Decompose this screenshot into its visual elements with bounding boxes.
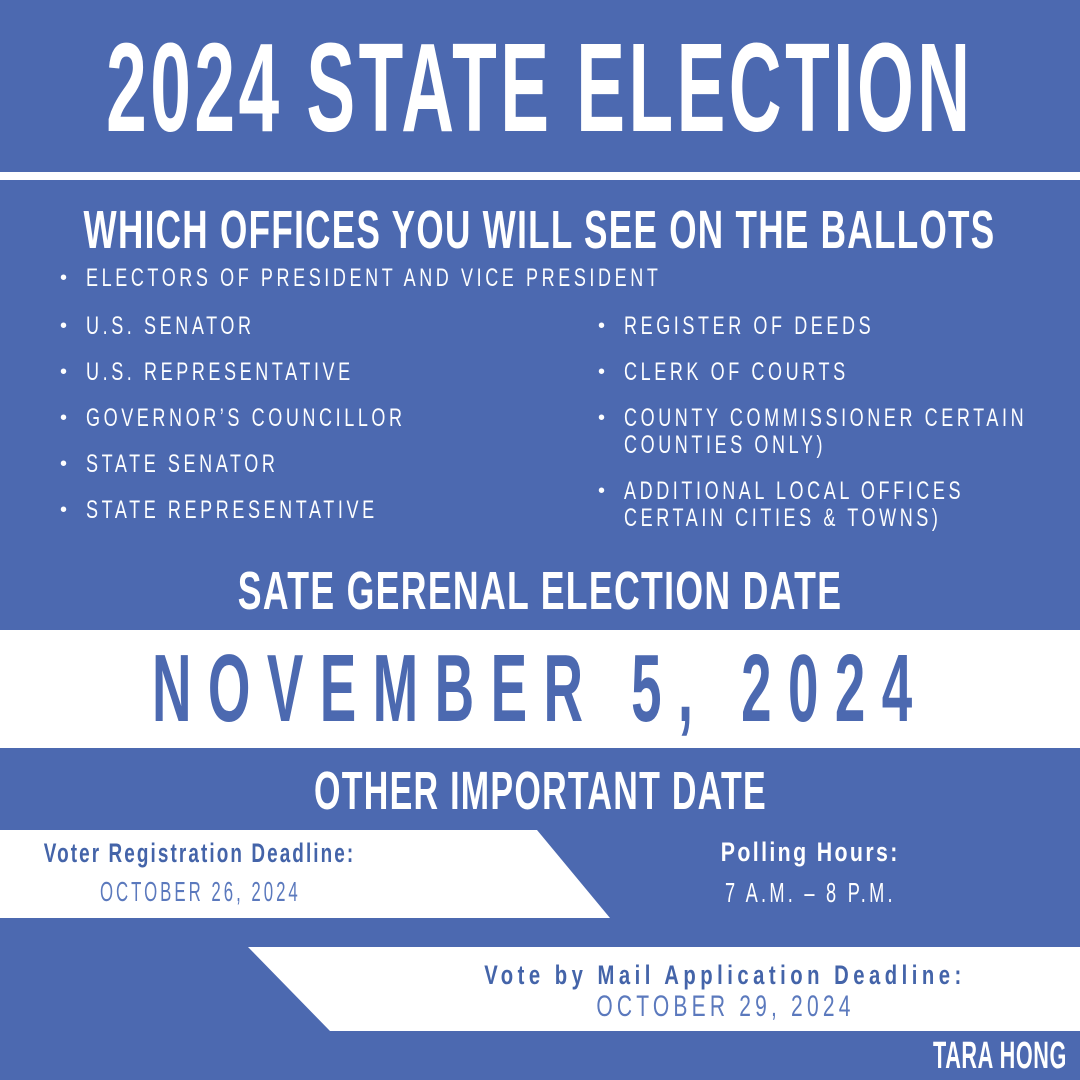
- other-dates-heading-row: [0, 761, 1080, 821]
- office-item: • U.S. SENATOR: [60, 312, 255, 340]
- offices-list-right: [598, 313, 1068, 551]
- office-item: • STATE SENATOR: [60, 450, 279, 478]
- vote-by-mail-date: OCTOBER 29, 2024: [595, 990, 855, 1023]
- bullet-icon: •: [60, 453, 68, 475]
- offices-list-full: [60, 265, 1060, 311]
- bullet-icon: •: [60, 499, 68, 521]
- office-item: • STATE REPRESENTATIVE: [60, 496, 378, 524]
- divider-stripe: [0, 172, 1080, 180]
- bullet-icon: •: [60, 267, 68, 289]
- bullet-icon: •: [60, 361, 68, 383]
- voter-registration-label: Voter Registration Deadline:: [44, 837, 356, 868]
- bullet-icon: •: [598, 315, 606, 337]
- office-item: • GOVERNOR’S COUNCILLOR: [60, 404, 406, 432]
- office-item: • COUNTY COMMISSIONER CERTAIN COUNTIES ONLY): [598, 404, 1028, 459]
- credit-text: TARA HONG: [933, 1034, 1067, 1077]
- bullet-icon: •: [598, 407, 606, 429]
- page-title: 2024 STATE ELECTION: [106, 17, 974, 158]
- polling-hours-value-row: [630, 878, 990, 908]
- office-item: • REGISTER OF DEEDS: [598, 312, 875, 340]
- offices-heading: WHICH OFFICES YOU WILL SEE ON THE BALLOTS: [84, 200, 996, 260]
- main-title-row: [0, 17, 1080, 158]
- bullet-icon: •: [60, 315, 68, 337]
- voter-registration-date: OCTOBER 26, 2024: [99, 876, 301, 907]
- polling-hours-label-row: [630, 837, 990, 867]
- polling-hours-label: Polling Hours:: [720, 836, 900, 867]
- office-item: • U.S. REPRESENTATIVE: [60, 358, 354, 386]
- vote-by-mail-band: [0, 947, 1080, 1031]
- election-date-text: NOVEMBER 5, 2024: [151, 635, 929, 742]
- general-election-heading-row: [0, 561, 1080, 621]
- vote-by-mail-label: Vote by Mail Application Deadline:: [484, 959, 966, 990]
- polling-hours-value: 7 A.M. – 8 P.M.: [724, 877, 896, 908]
- offices-heading-row: [0, 200, 1080, 260]
- bullet-icon: •: [598, 480, 606, 502]
- offices-list-left: [60, 313, 590, 543]
- general-election-heading: SATE GERENAL ELECTION DATE: [237, 561, 843, 621]
- other-dates-heading: OTHER IMPORTANT DATE: [313, 761, 767, 821]
- office-item: • ELECTORS OF PRESIDENT AND VICE PRESIDENT: [60, 264, 662, 292]
- voter-registration-band: [0, 830, 620, 918]
- bullet-icon: •: [60, 407, 68, 429]
- credit-row: [767, 1034, 1067, 1077]
- bullet-icon: •: [598, 361, 606, 383]
- office-item: • ADDITIONAL LOCAL OFFICES CERTAIN CITIES & TOWNS): [598, 477, 965, 532]
- office-item: • CLERK OF COURTS: [598, 358, 849, 386]
- election-date-band: [0, 630, 1080, 748]
